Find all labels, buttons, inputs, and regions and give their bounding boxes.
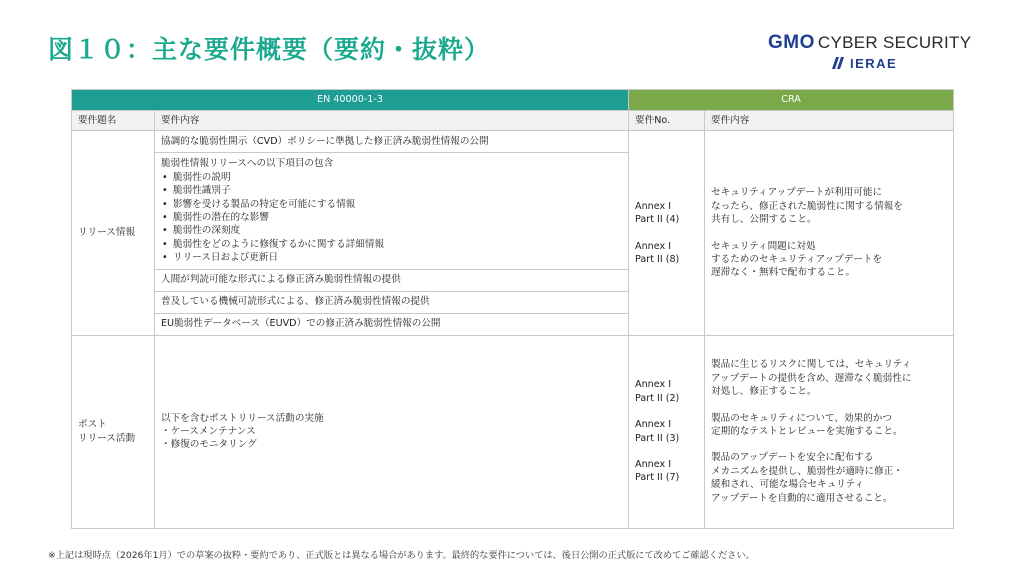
logo-sub: IERAE (850, 56, 898, 71)
requirements-table (71, 89, 954, 529)
list-item: • 脆弱性の潜在的な影響 (161, 211, 622, 224)
cra-no-cell (629, 335, 705, 528)
list-item: • 脆弱性をどのように修復するかに関する詳細情報 (161, 238, 622, 251)
list-item: • 脆弱性識別子 (161, 184, 622, 197)
release-info-label: リリース情報 (72, 131, 155, 335)
list-item: • 影響を受ける製品の特定を可能にする情報 (161, 198, 622, 211)
requirement-cell: 以下を含むポストリリース活動の実施 ・ケースメンテナンス ・修復のモニタリング (155, 335, 629, 528)
col-header-cra-no: 要件No. (629, 111, 705, 131)
list-item: • 脆弱性の深刻度 (161, 224, 622, 237)
col-header-cra-content: 要件内容 (705, 111, 954, 131)
col-header-en-title: 要件題名 (72, 111, 155, 131)
cra-content-cell: セキュリティアップデートが利用可能に なったら、修正された脆弱性に関する情報を 共有し、公開すること。 セキュリティ問題に対処 するためのセキュリティアップデートを 遅滞なく・無料で配布すること。 (705, 131, 954, 335)
post-release-label: ポスト リリース活動 (72, 335, 155, 528)
cra-no-cell (629, 131, 705, 335)
list-intro: 脆弱性情報リリースへの以下項目の包含 (161, 158, 334, 170)
table-row (72, 131, 954, 153)
requirement-cell: 協調的な脆弱性開示（CVD）ポリシーに準拠した修正済み脆弱性情報の公開 (155, 131, 629, 153)
logo-mark-icon (832, 57, 846, 69)
cra-ref: Annex I Part II (4) (635, 200, 680, 226)
cra-ref: Annex I Part II (8) (635, 240, 680, 265)
list-item: • リリース日および更新日 (161, 251, 622, 264)
col-header-en-content: 要件内容 (155, 111, 629, 131)
vulnerability-item-list (161, 171, 622, 265)
cra-ref: Annex I Part II (3) (635, 419, 680, 444)
table-row (72, 335, 954, 528)
cra-content-cell: 製品に生じるリスクに関しては、セキュリティ アップデートの提供を含め、遅滞なく脆弱性に 対処し、修正すること。 製品のセキュリティについて、効果的かつ 定期的なテストとレビューを実施すること。 製品のアップデートを安全に配布する メカニズムを提供し、脆弱性が適時に修正・ 緩和され、可能な場合セキュリティ アップデートを自動的に適用させること。 (705, 335, 954, 528)
cra-header: CRA (629, 90, 954, 111)
cra-ref: Annex I Part II (7) (635, 459, 680, 484)
company-logo (768, 33, 978, 73)
logo-brand: GMO (768, 32, 815, 53)
en-standard-header: EN 40000-1-3 (72, 90, 629, 111)
logo-name: CYBER SECURITY (817, 33, 972, 52)
requirement-cell: 普及している機械可読形式による、修正済み脆弱性情報の提供 (155, 291, 629, 313)
footnote: ※上記は現時点（2026年1月）での草案の抜粋・要約であり、正式版とは異なる場合があります。最終的な要件については、後日公開の正式版にて改めてご確認ください。 (48, 550, 755, 561)
requirement-cell (155, 153, 629, 269)
requirement-cell: EU脆弱性データベース（EUVD）での修正済み脆弱性情報の公開 (155, 313, 629, 335)
requirement-cell: 人間が判読可能な形式による修正済み脆弱性情報の提供 (155, 269, 629, 291)
list-item: • 脆弱性の説明 (161, 171, 622, 184)
cra-ref: Annex I Part II (2) (635, 379, 680, 404)
page-title: 図１０：主な要件概要（要約・抜粋） (48, 35, 491, 64)
